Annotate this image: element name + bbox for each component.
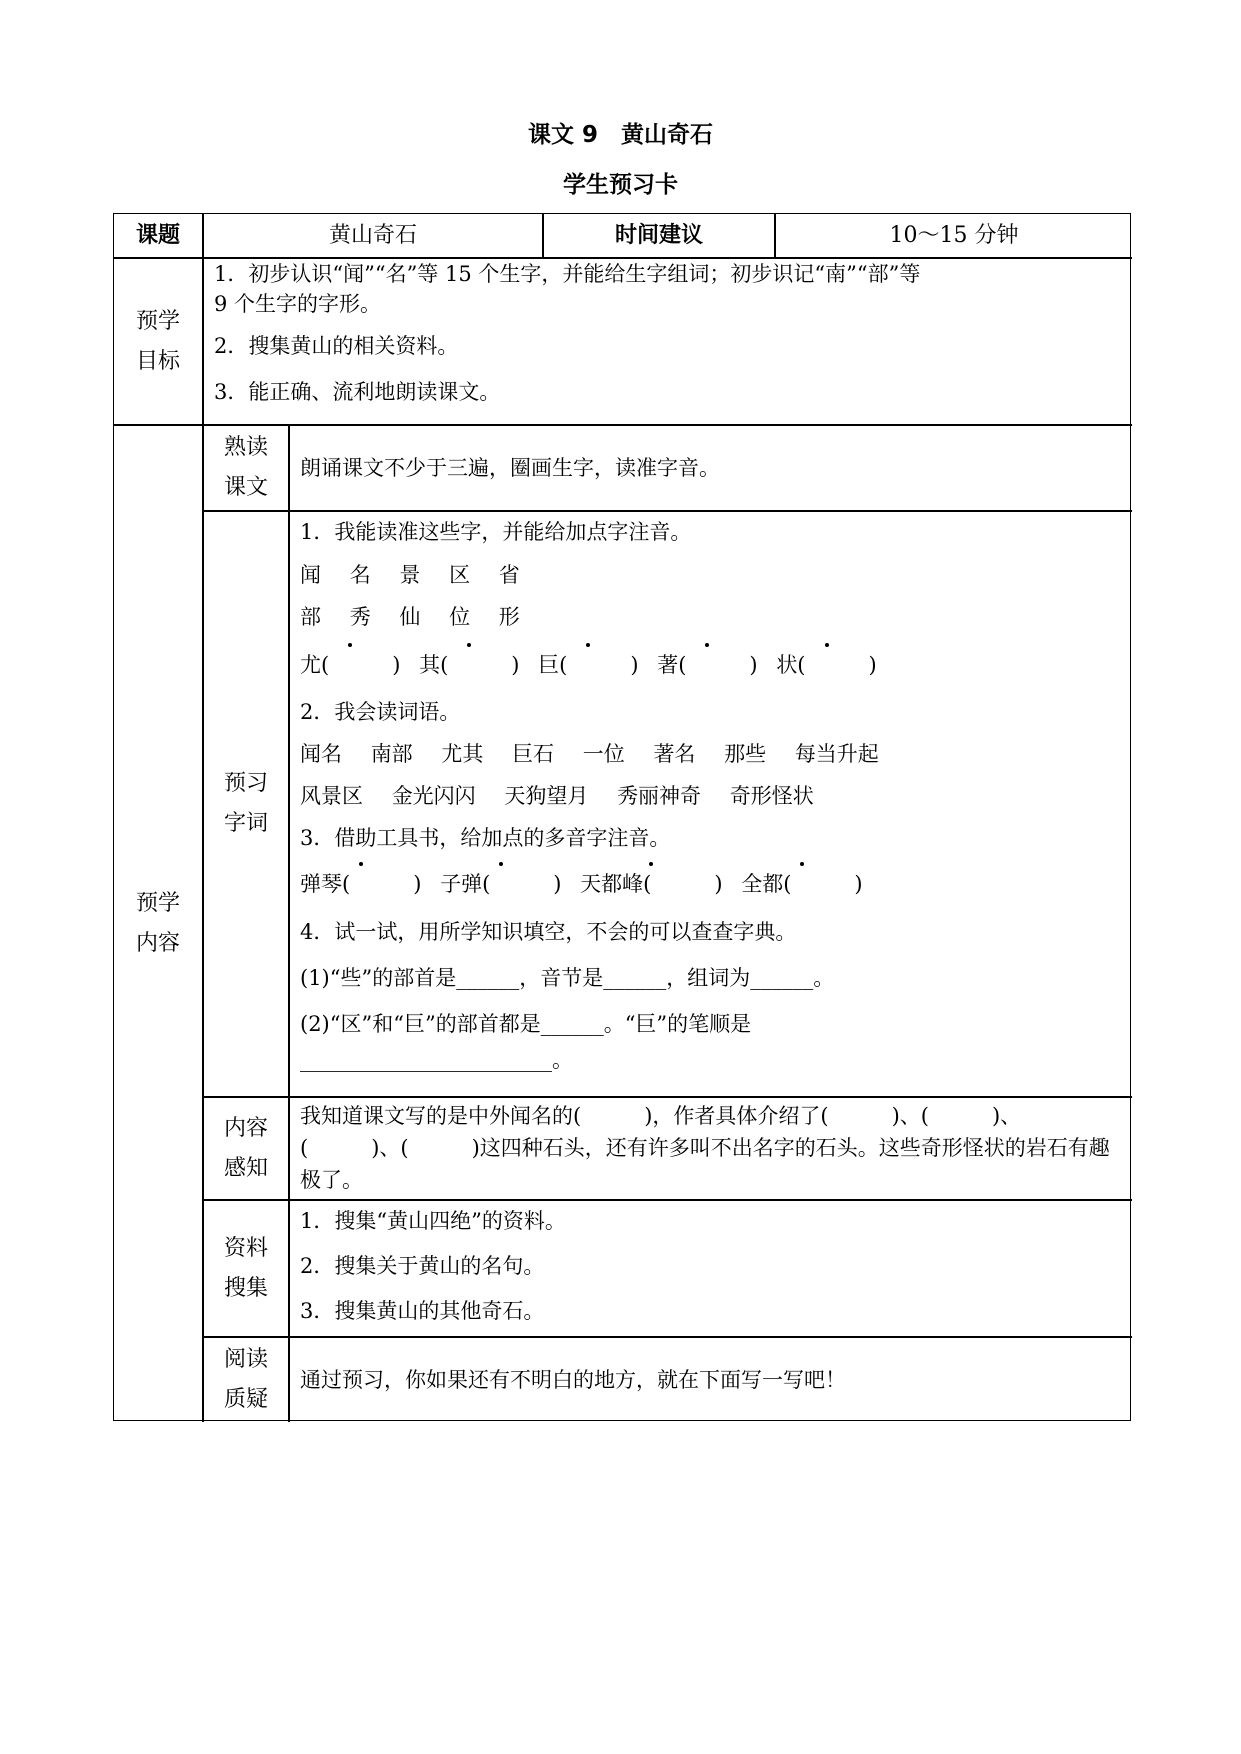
topic-value: 黄山奇石	[328, 222, 417, 248]
char-item: 位	[449, 605, 471, 629]
polyphone-blank[interactable]: 弹琴( )	[300, 866, 421, 902]
questions-label-line1: 阅读	[223, 1347, 268, 1372]
perception-text[interactable]: 我知道课文写的是中外闻名的( )，作者具体介绍了( )、( )、( )、( )这四种石头，还有许多叫不出名字的石头。这些奇形怪状的岩石有趣极了。	[300, 1104, 1110, 1192]
questions-text: 通过预习，你如果还有不明白的地方，就在下面写一写吧！	[300, 1368, 846, 1392]
row-divider	[203, 1336, 1132, 1338]
vocab-item: 奇形怪状	[729, 784, 814, 808]
char-item: 秀	[349, 605, 371, 629]
polyphone-blank[interactable]: 全都( )	[741, 866, 862, 902]
words-label-line1: 预习	[223, 771, 268, 796]
vocab-item: 每当升起	[794, 742, 879, 766]
vocab-item: 秀丽神奇	[617, 784, 702, 808]
time-value: 10～15 分钟	[889, 222, 1019, 248]
polyphone-blank[interactable]: 子弹( )	[440, 866, 561, 902]
words-q2: 2．我会读词语。	[300, 700, 461, 724]
research-item-3: 3．搜集黄山的其他奇石。	[300, 1299, 545, 1323]
words-q1: 1．我能读准这些字，并能给加点字注音。	[300, 520, 692, 544]
reading-label-line1: 熟读	[223, 435, 268, 460]
goal-item-1: 1．初步认识“闻”“名”等 15 个生字，并能给生字组词；初步识记“南”“部”等 9 个生字的字形。	[214, 262, 921, 316]
questions-label	[204, 1338, 288, 1422]
goals-label-line2: 目标	[135, 348, 180, 374]
polyphone-blank[interactable]: 天都峰( )	[580, 866, 722, 902]
questions-label-line2: 质疑	[223, 1387, 268, 1412]
content-label-line1: 预学	[135, 891, 180, 916]
research-label	[204, 1201, 288, 1336]
char-item: 仙	[399, 605, 421, 629]
research-item-2: 2．搜集关于黄山的名句。	[300, 1254, 545, 1278]
content-label	[114, 426, 202, 1422]
goal-item-3: 3．能正确、流利地朗读课文。	[214, 380, 501, 404]
pinyin-blank[interactable]: 巨( )	[538, 647, 638, 683]
row-divider	[203, 1096, 1132, 1098]
perception-label	[204, 1098, 288, 1199]
vocab-item: 南部	[370, 742, 413, 766]
words-q3: 3．借助工具书，给加点的多音字注音。	[300, 826, 671, 850]
time-label: 时间建议	[614, 222, 703, 248]
page-subtitle: 学生预习卡	[563, 172, 678, 198]
fill-line-2a[interactable]: (2)“区”和“巨”的部首都是______。“巨”的笔顺是	[300, 1012, 752, 1036]
column-divider	[288, 424, 290, 1422]
reading-label-line2: 课文	[223, 475, 268, 500]
reading-text: 朗诵课文不少于三遍，圈画生字，读准字音。	[300, 456, 720, 480]
goals-label-line1: 预学	[135, 308, 180, 334]
vocab-item: 那些	[724, 742, 767, 766]
words-q4: 4．试一试，用所学知识填空，不会的可以查查字典。	[300, 920, 797, 944]
content-label-line2: 内容	[135, 931, 180, 956]
preview-card-table	[113, 213, 1131, 1421]
fill-line-2b[interactable]: ________________________。	[300, 1048, 573, 1072]
vocab-item: 天狗望月	[504, 784, 589, 808]
reading-label	[204, 426, 288, 510]
vocab-item: 一位	[582, 742, 625, 766]
char-item: 形	[498, 605, 520, 629]
research-label-line2: 搜集	[223, 1275, 268, 1301]
perception-label-line1: 内容	[223, 1115, 268, 1141]
topic-label: 课题	[135, 222, 180, 248]
goal-item-2: 2．搜集黄山的相关资料。	[214, 334, 459, 358]
polyphone-row	[300, 866, 875, 902]
vocab-item: 风景区	[300, 784, 363, 808]
char-item: 省	[498, 563, 520, 587]
char-row-3	[300, 647, 889, 683]
vocab-item: 著名	[653, 742, 696, 766]
char-item: 闻	[300, 563, 321, 587]
vocab-row-1	[300, 736, 901, 772]
vocab-item: 尤其	[441, 742, 484, 766]
fill-line-1[interactable]: (1)“些”的部首是______，音节是______，组词为______。	[300, 966, 835, 990]
research-label-line1: 资料	[223, 1235, 268, 1261]
vocab-item: 闻名	[300, 742, 342, 766]
vocab-item: 巨石	[512, 742, 555, 766]
goals-label	[114, 259, 202, 424]
pinyin-blank[interactable]: 其( )	[419, 647, 519, 683]
char-item: 景	[399, 563, 421, 587]
pinyin-blank[interactable]: 尤( )	[300, 647, 400, 683]
row-divider	[203, 1199, 1132, 1201]
char-row-2	[300, 599, 542, 635]
char-item: 区	[449, 563, 471, 587]
perception-label-line2: 感知	[223, 1155, 268, 1181]
page-title: 课文 9 黄山奇石	[527, 122, 713, 148]
char-item: 名	[349, 563, 371, 587]
pinyin-blank[interactable]: 著( )	[657, 647, 757, 683]
char-row-1	[300, 557, 542, 593]
vocab-item: 金光闪闪	[391, 784, 476, 808]
pinyin-blank[interactable]: 状( )	[776, 647, 876, 683]
vocab-row-2	[300, 778, 836, 814]
row-divider	[203, 510, 1132, 512]
words-label-line2: 字词	[223, 811, 268, 836]
research-item-1: 1．搜集“黄山四绝”的资料。	[300, 1209, 566, 1233]
char-item: 部	[300, 605, 321, 629]
words-label	[204, 512, 288, 1096]
